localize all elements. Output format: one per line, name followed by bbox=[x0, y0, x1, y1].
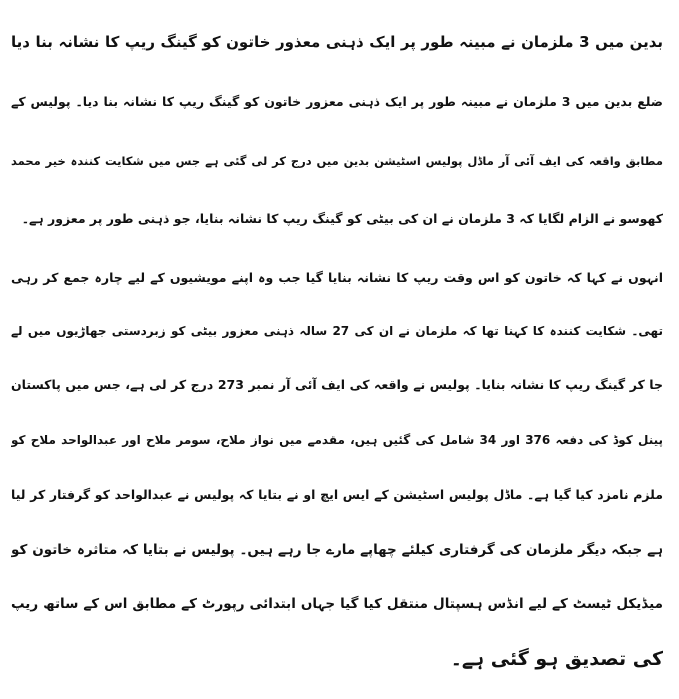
paragraph-2-line-3: جا کر گینگ ریپ کا نشانہ بنایا۔ پولیس نے واقعہ کی ایف آئی آر نمبر 273 درج کر لی ہے، جس میں پاکستان bbox=[11, 377, 663, 392]
paragraph-2-line-7: میڈیکل ٹیسٹ کے لیے انڈس ہسپتال منتقل کیا گیا جہاں ابتدائی رپورٹ کے مطابق اس کے ساتھ ریپ bbox=[11, 596, 663, 612]
paragraph-2-line-5: ملزم نامزد کیا گیا ہے۔ ماڈل پولیس اسٹیشن کے ایس ایچ او نے بتایا کہ پولیس نے عبدالواحد کو گرفتار کر لیا bbox=[11, 487, 663, 502]
paragraph-2-line-1: انہوں نے کہا کہ خاتون کو اس وقت ریپ کا نشانہ بنایا گیا جب وہ اپنے مویشیوں کے لیے چارہ جمع کر رہی bbox=[11, 270, 663, 285]
paragraph-1-line-1: ضلع بدین میں 3 ملزمان نے مبینہ طور پر ایک ذہنی معزور خاتون کو گینگ ریپ کا نشانہ بنا دیا۔ پولیس کے bbox=[11, 94, 663, 109]
paragraph-1-line-2: مطابق واقعہ کی ایف آئی آر ماڈل پولیس اسٹیشن بدین میں درج کر لی گئی ہے جس میں شکایت کنندہ خیر محمد bbox=[11, 154, 663, 168]
paragraph-1-line-3: کھوسو نے الزام لگایا کہ 3 ملزمان نے ان کی بیٹی کو گینگ ریپ کا نشانہ بنایا، جو ذہنی طور پر معزور ہے۔ bbox=[21, 211, 663, 226]
paragraph-2-line-4: پینل کوڈ کی دفعہ 376 اور 34 شامل کی گئیں ہیں، مقدمے میں نواز ملاح، سومر ملاح اور عبدالواحد ملاح کو bbox=[11, 433, 663, 447]
paragraph-2-line-8: کی تصدیق ہو گئی ہے۔ bbox=[450, 648, 663, 670]
paragraph-2-line-2: تھی۔ شکایت کنندہ کا کہنا تھا کہ ملزمان نے ان کی 27 سالہ ذہنی معزور بیٹی کو زبردستی جھاڑیوں میں لے bbox=[11, 324, 663, 338]
headline: بدین میں 3 ملزمان نے مبینہ طور پر ایک ذہنی معذور خاتون کو گینگ ریپ کا نشانہ بنا دیا bbox=[11, 33, 663, 51]
paragraph-2-line-6: ہے جبکہ دیگر ملزمان کی گرفتاری کیلئے چھاپے مارے جا رہے ہیں۔ پولیس نے بتایا کہ متاثرہ خاتون کو bbox=[11, 542, 663, 558]
